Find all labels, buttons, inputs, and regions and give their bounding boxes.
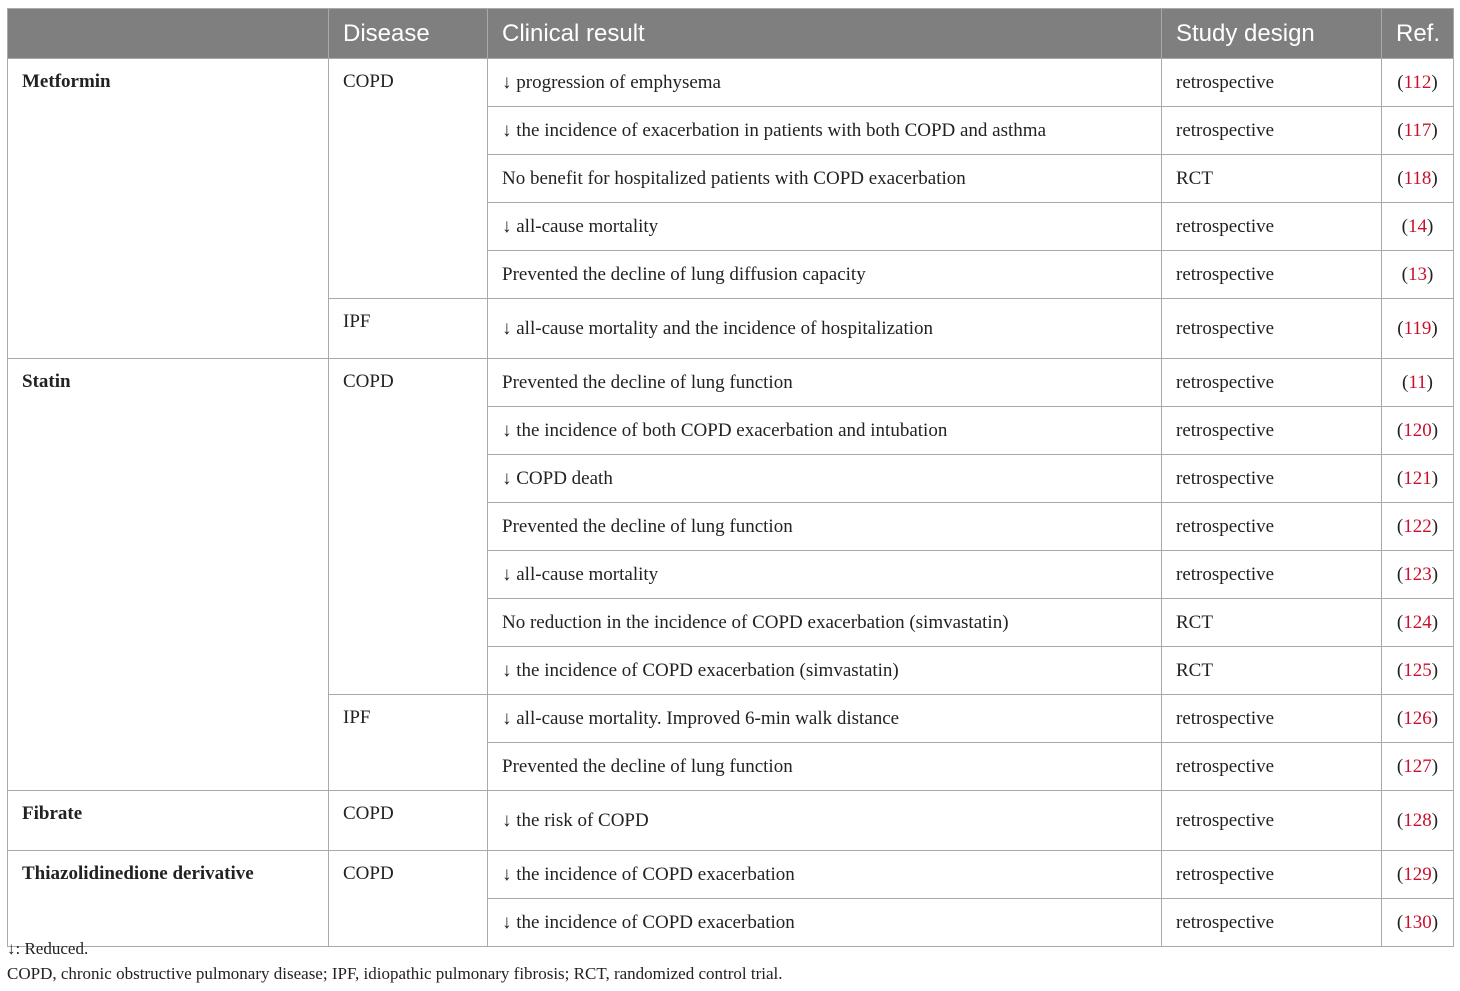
ref-cell xyxy=(1382,551,1454,599)
ref-cell xyxy=(1382,155,1454,203)
ref-paren-open: ( xyxy=(1396,659,1404,681)
clinical-result-cell: ↓ all-cause mortality. Improved 6-min walk distance xyxy=(488,695,1162,743)
ref-link[interactable]: 125 xyxy=(1403,659,1432,681)
ref-paren-close: ) xyxy=(1431,659,1439,681)
ref-link[interactable]: 11 xyxy=(1408,371,1427,393)
ref-link[interactable]: 112 xyxy=(1403,71,1432,93)
ref-link[interactable]: 123 xyxy=(1403,563,1432,585)
ref-paren-close: ) xyxy=(1427,215,1434,237)
ref-cell xyxy=(1382,455,1454,503)
clinical-result-cell: ↓ the incidence of COPD exacerbation xyxy=(488,851,1162,899)
ref-cell xyxy=(1382,899,1454,947)
header-row xyxy=(8,9,1454,59)
ref-link[interactable]: 121 xyxy=(1403,467,1432,489)
study-design-cell: retrospective xyxy=(1162,251,1382,299)
clinical-result-cell: No benefit for hospitalized patients with COPD exacerbation xyxy=(488,155,1162,203)
footnote-abbreviations: COPD, chronic obstructive pulmonary disease; IPF, idiopathic pulmonary fibrosis; RCT, randomized control trial. xyxy=(7,964,783,983)
ref-link[interactable]: 13 xyxy=(1408,263,1427,285)
clinical-result-cell: ↓ all-cause mortality and the incidence of hospitalization xyxy=(488,299,1162,359)
ref-cell xyxy=(1382,59,1454,107)
drug-cell: Metformin xyxy=(8,59,329,359)
clinical-result-cell: ↓ the incidence of exacerbation in patients with both COPD and asthma xyxy=(488,107,1162,155)
ref-cell xyxy=(1382,851,1454,899)
study-design-cell: retrospective xyxy=(1162,203,1382,251)
ref-link[interactable]: 128 xyxy=(1403,809,1432,831)
ref-paren-open: ( xyxy=(1396,863,1404,885)
ref-link[interactable]: 118 xyxy=(1403,167,1432,189)
clinical-result-cell: Prevented the decline of lung function xyxy=(488,503,1162,551)
table-body xyxy=(8,59,1454,947)
study-design-cell: retrospective xyxy=(1162,899,1382,947)
study-design-cell: retrospective xyxy=(1162,551,1382,599)
disease-cell: COPD xyxy=(329,851,488,947)
drug-clinical-results-table xyxy=(7,8,1454,947)
ref-paren-open: ( xyxy=(1396,911,1404,933)
study-design-cell: retrospective xyxy=(1162,695,1382,743)
ref-paren-open: ( xyxy=(1397,317,1404,339)
ref-link[interactable]: 130 xyxy=(1403,911,1432,933)
header-drug xyxy=(8,9,329,59)
clinical-result-cell: ↓ the risk of COPD xyxy=(488,791,1162,851)
study-design-cell: retrospective xyxy=(1162,851,1382,899)
ref-paren-close: ) xyxy=(1431,863,1439,885)
ref-paren-close: ) xyxy=(1431,419,1439,441)
ref-paren-close: ) xyxy=(1431,467,1439,489)
ref-cell xyxy=(1382,599,1454,647)
ref-paren-close: ) xyxy=(1431,809,1439,831)
clinical-result-cell: Prevented the decline of lung function xyxy=(488,359,1162,407)
drug-cell: Fibrate xyxy=(8,791,329,851)
ref-link[interactable]: 127 xyxy=(1403,755,1432,777)
ref-paren-close: ) xyxy=(1431,563,1439,585)
study-design-cell: RCT xyxy=(1162,155,1382,203)
ref-paren-open: ( xyxy=(1396,707,1404,729)
ref-paren-open: ( xyxy=(1401,263,1408,285)
ref-paren-close: ) xyxy=(1431,707,1439,729)
ref-link[interactable]: 119 xyxy=(1403,317,1432,339)
table-row xyxy=(8,851,1454,899)
ref-paren-open: ( xyxy=(1397,71,1404,93)
ref-cell xyxy=(1382,359,1454,407)
disease-cell: COPD xyxy=(329,359,488,695)
footnote-arrow: ↓: Reduced. xyxy=(7,939,89,958)
table-row xyxy=(8,59,1454,107)
clinical-result-cell: Prevented the decline of lung function xyxy=(488,743,1162,791)
disease-cell: IPF xyxy=(329,299,488,359)
ref-paren-close: ) xyxy=(1431,317,1438,339)
ref-paren-open: ( xyxy=(1397,119,1404,141)
ref-cell xyxy=(1382,743,1454,791)
drug-cell: Thiazolidinedione derivative xyxy=(8,851,329,947)
disease-cell: COPD xyxy=(329,791,488,851)
table-row xyxy=(8,791,1454,851)
ref-link[interactable]: 129 xyxy=(1403,863,1432,885)
header-study-design: Study design xyxy=(1162,9,1382,59)
ref-paren-open: ( xyxy=(1402,371,1409,393)
clinical-result-cell: ↓ COPD death xyxy=(488,455,1162,503)
header-disease: Disease xyxy=(329,9,488,59)
ref-link[interactable]: 117 xyxy=(1403,119,1432,141)
ref-cell xyxy=(1382,107,1454,155)
ref-paren-open: ( xyxy=(1396,467,1404,489)
ref-link[interactable]: 14 xyxy=(1408,215,1427,237)
ref-paren-close: ) xyxy=(1431,611,1439,633)
clinical-result-cell: ↓ all-cause mortality xyxy=(488,551,1162,599)
study-design-cell: retrospective xyxy=(1162,503,1382,551)
ref-link[interactable]: 122 xyxy=(1403,515,1432,537)
clinical-result-cell: ↓ the incidence of COPD exacerbation xyxy=(488,899,1162,947)
study-design-cell: retrospective xyxy=(1162,407,1382,455)
ref-paren-close: ) xyxy=(1427,263,1434,285)
study-design-cell: retrospective xyxy=(1162,107,1382,155)
study-design-cell: retrospective xyxy=(1162,455,1382,503)
ref-paren-close: ) xyxy=(1431,755,1439,777)
study-design-cell: retrospective xyxy=(1162,791,1382,851)
table-footnotes xyxy=(7,936,782,986)
disease-cell: IPF xyxy=(329,695,488,791)
study-design-cell: retrospective xyxy=(1162,299,1382,359)
drug-cell: Statin xyxy=(8,359,329,791)
study-design-cell: retrospective xyxy=(1162,743,1382,791)
clinical-result-cell: ↓ the incidence of COPD exacerbation (simvastatin) xyxy=(488,647,1162,695)
ref-cell xyxy=(1382,299,1454,359)
ref-paren-open: ( xyxy=(1397,167,1404,189)
ref-paren-close: ) xyxy=(1431,71,1438,93)
clinical-result-cell: Prevented the decline of lung diffusion capacity xyxy=(488,251,1162,299)
table-header xyxy=(8,9,1454,59)
ref-paren-open: ( xyxy=(1396,755,1404,777)
ref-link[interactable]: 126 xyxy=(1403,707,1432,729)
clinical-result-cell: ↓ progression of emphysema xyxy=(488,59,1162,107)
clinical-result-cell: No reduction in the incidence of COPD exacerbation (simvastatin) xyxy=(488,599,1162,647)
ref-cell xyxy=(1382,407,1454,455)
ref-cell xyxy=(1382,203,1454,251)
ref-cell xyxy=(1382,503,1454,551)
ref-paren-open: ( xyxy=(1396,809,1404,831)
study-design-cell: RCT xyxy=(1162,647,1382,695)
ref-paren-close: ) xyxy=(1431,515,1439,537)
header-ref: Ref. xyxy=(1382,9,1454,59)
ref-paren-close: ) xyxy=(1431,911,1439,933)
study-design-cell: retrospective xyxy=(1162,59,1382,107)
ref-cell xyxy=(1382,695,1454,743)
ref-cell xyxy=(1382,647,1454,695)
study-design-cell: RCT xyxy=(1162,599,1382,647)
ref-cell xyxy=(1382,251,1454,299)
ref-paren-open: ( xyxy=(1396,515,1404,537)
clinical-result-cell: ↓ the incidence of both COPD exacerbation and intubation xyxy=(488,407,1162,455)
ref-paren-close: ) xyxy=(1431,119,1438,141)
ref-paren-close: ) xyxy=(1431,167,1438,189)
ref-link[interactable]: 124 xyxy=(1403,611,1432,633)
study-design-cell: retrospective xyxy=(1162,359,1382,407)
ref-paren-open: ( xyxy=(1401,215,1408,237)
ref-paren-close: ) xyxy=(1426,371,1433,393)
ref-paren-open: ( xyxy=(1396,419,1404,441)
ref-link[interactable]: 120 xyxy=(1403,419,1432,441)
disease-cell: COPD xyxy=(329,59,488,299)
table-row xyxy=(8,359,1454,407)
ref-paren-open: ( xyxy=(1396,563,1404,585)
header-clinical-result: Clinical result xyxy=(488,9,1162,59)
ref-cell xyxy=(1382,791,1454,851)
ref-paren-open: ( xyxy=(1396,611,1404,633)
clinical-result-cell: ↓ all-cause mortality xyxy=(488,203,1162,251)
